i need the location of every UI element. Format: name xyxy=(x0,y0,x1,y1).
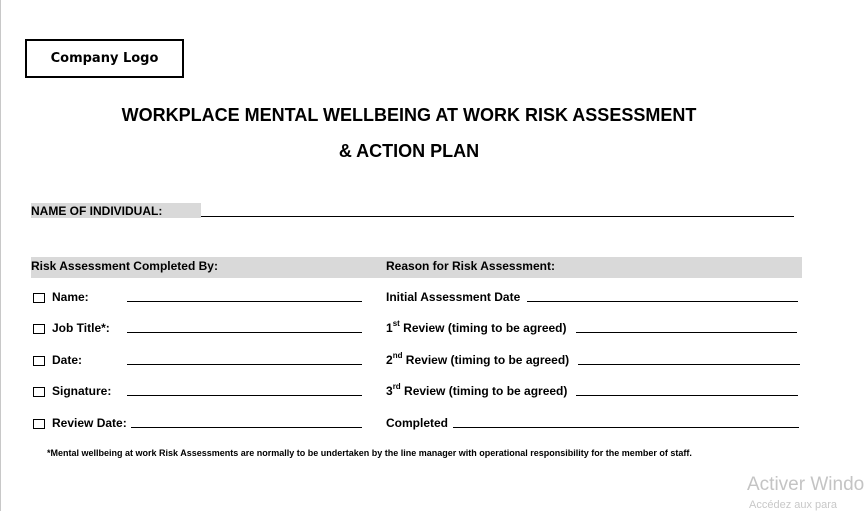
completed-by-heading: Risk Assessment Completed By: xyxy=(31,259,218,273)
review-date-label: Review Date: xyxy=(52,416,127,430)
windows-activation-watermark-subtext: Accédez aux para xyxy=(749,499,838,511)
third-review-field[interactable] xyxy=(576,395,798,396)
review-date-checkbox[interactable] xyxy=(33,419,45,429)
initial-assessment-date-field[interactable] xyxy=(527,301,798,302)
second-review-field[interactable] xyxy=(578,364,800,365)
document-title: WORKPLACE MENTAL WELLBEING AT WORK RISK ASSESSMENT xyxy=(121,105,697,125)
document-subtitle: & ACTION PLAN xyxy=(338,141,480,161)
date-field[interactable] xyxy=(127,364,362,365)
company-logo-placeholder xyxy=(25,39,184,78)
name-label: Name: xyxy=(52,290,89,304)
initial-assessment-date-label: Initial Assessment Date xyxy=(386,290,521,304)
signature-label: Signature: xyxy=(52,384,112,398)
job-title-checkbox[interactable] xyxy=(33,324,45,334)
job-title-label: Job Title*: xyxy=(52,321,110,335)
review-date-field[interactable] xyxy=(131,427,362,428)
name-field[interactable] xyxy=(127,301,362,302)
footnote: *Mental wellbeing at work Risk Assessments are normally to be undertaken by the line manager with operational responsibility for the member of staff. xyxy=(47,448,692,458)
windows-activation-watermark: Activer Windo xyxy=(747,474,865,495)
first-review-field[interactable] xyxy=(576,332,797,333)
first-review-label: 1st Review (timing to be agreed) xyxy=(386,319,567,335)
reason-heading: Reason for Risk Assessment: xyxy=(386,259,555,273)
completed-field[interactable] xyxy=(453,427,799,428)
date-checkbox[interactable] xyxy=(33,356,45,366)
second-review-label: 2nd Review (timing to be agreed) xyxy=(386,351,570,367)
name-of-individual-label: NAME OF INDIVIDUAL: xyxy=(31,203,201,218)
name-checkbox[interactable] xyxy=(33,293,45,303)
signature-checkbox[interactable] xyxy=(33,387,45,397)
signature-field[interactable] xyxy=(127,395,362,396)
name-of-individual-field[interactable] xyxy=(201,216,794,217)
page-left-border xyxy=(0,0,1,511)
date-label: Date: xyxy=(52,353,83,367)
third-review-label: 3rd Review (timing to be agreed) xyxy=(386,382,568,398)
company-logo-text: Company Logo xyxy=(50,51,159,66)
completed-label: Completed xyxy=(386,416,449,430)
job-title-field[interactable] xyxy=(127,332,362,333)
